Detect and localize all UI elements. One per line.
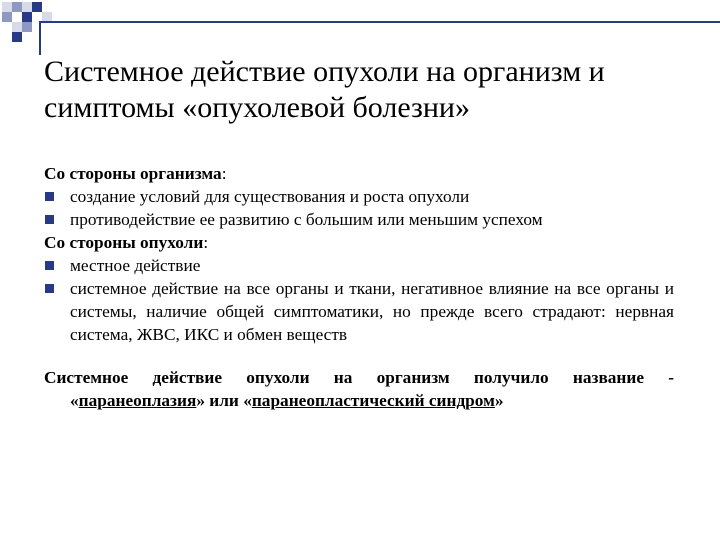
slide-title [44, 54, 684, 126]
bullet-square-icon [45, 192, 54, 201]
bullet-square-icon [45, 215, 54, 224]
list-item: создание условий для существования и роста опухоли [44, 185, 674, 208]
list-item: местное действие [44, 254, 674, 277]
term-paraneoplastic-syndrome: паранеопластический синдром [251, 391, 495, 410]
tumor-side-heading: Со стороны опухоли: [44, 233, 209, 252]
decorative-squares [0, 0, 60, 40]
slide-content [44, 162, 674, 412]
bullet-square-icon [45, 284, 54, 293]
bullet-square-icon [45, 261, 54, 270]
list-item: противодействие ее развитию с большим или меньшим успехом [44, 208, 674, 231]
list-item: системное действие на все органы и ткани, негативное влияние на все органы и системы, наличие общей симптоматики, но прежде всего страдают: нервная система, ЖВС, ИКС и обмен веществ [44, 277, 674, 346]
slide-title-line-2: симптомы «опухолевой болезни» [44, 91, 470, 124]
header-rule [40, 21, 720, 23]
term-paraneoplasia: паранеоплазия [78, 391, 197, 410]
conclusion-line-2: «паранеоплазия» или «паранеопластический синдром» [70, 391, 504, 410]
header-side-rule [39, 21, 41, 55]
organism-side-heading: Со стороны организма: [44, 164, 227, 183]
conclusion-paragraph [44, 366, 674, 412]
conclusion-line-1: Системное действие опухоли на организм получило название - [44, 368, 674, 387]
slide-title-line-1: Системное действие опухоли на организм и [44, 55, 605, 88]
